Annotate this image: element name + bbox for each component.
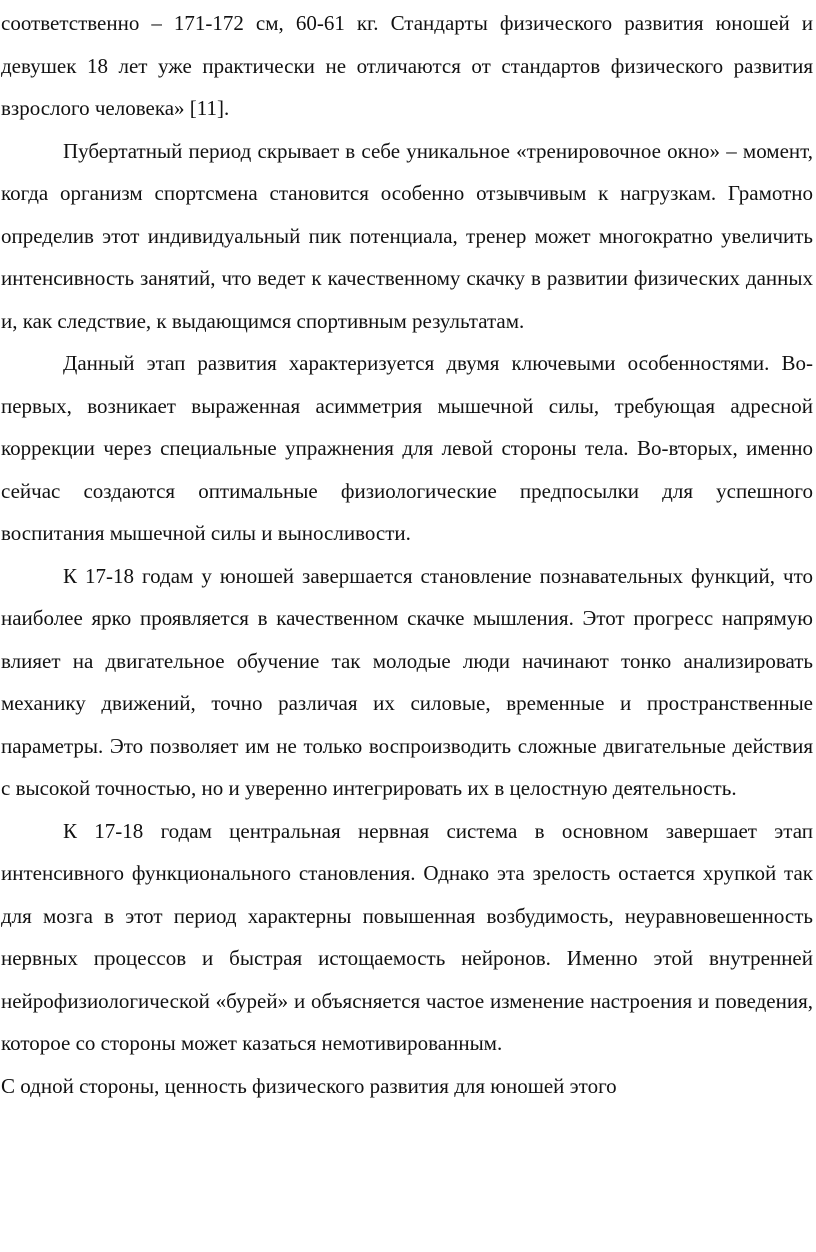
paragraph-continuation: соответственно – 171-172 см, 60-61 кг. Стандарты физического развития юношей и девушек 18 лет уже практически не отличаются от стандартов физического развития взрослого человека» [11]. bbox=[1, 11, 813, 120]
paragraph-training-window: Пубертатный период скрывает в себе уникальное «тренировочное окно» – момент, когда организм спортсмена становится особенно отзывчивым к нагрузкам. Грамотно определив этот индивидуальный пик потенциала, тренер может многократно увеличить интенсивность занятий, что ведет к качественному скачку в развитии физических данных и, как следствие, к выдающимся спортивным результатам. bbox=[1, 138, 813, 333]
paragraph-nervous-system: К 17-18 годам центральная нервная система в основном завершает этап интенсивного функционального становления. Однако эта зрелость остается хрупкой так для мозга в этот период характерны повышенная возбудимость, неуравновешенность нервных процессов и быстрая истощаемость нейронов. Именно этой внутренней нейрофизиологической «бурей» и объясняется частое изменение настроения и поведения, которое со стороны может казаться немотивированным. bbox=[1, 818, 813, 1055]
paragraph-development-stage: Данный этап развития характеризуется двумя ключевыми особенностями. Во-первых, возникает выраженная асимметрия мышечной силы, требующая адресной коррекции через специальные упражнения для левой стороны тела. Во-вторых, именно сейчас создаются оптимальные физиологические предпосылки для успешного воспитания мышечной силы и выносливости. bbox=[1, 351, 813, 545]
paragraph-physical-value: С одной стороны, ценность физического развития для юношей этого bbox=[1, 1073, 617, 1098]
paragraph-cognitive-functions: К 17-18 годам у юношей завершается становление познавательных функций, что наиболее ярко проявляется в качественном скачке мышления. Этот прогресс напрямую влияет на двигательное обучение так молодые люди начинают тонко анализировать механику движений, точно различая их силовые, временные и пространственные параметры. Это позволяет им не только воспроизводить сложные двигательные действия с высокой точностью, но и уверенно интегрировать их в целостную деятельность. bbox=[1, 563, 813, 800]
